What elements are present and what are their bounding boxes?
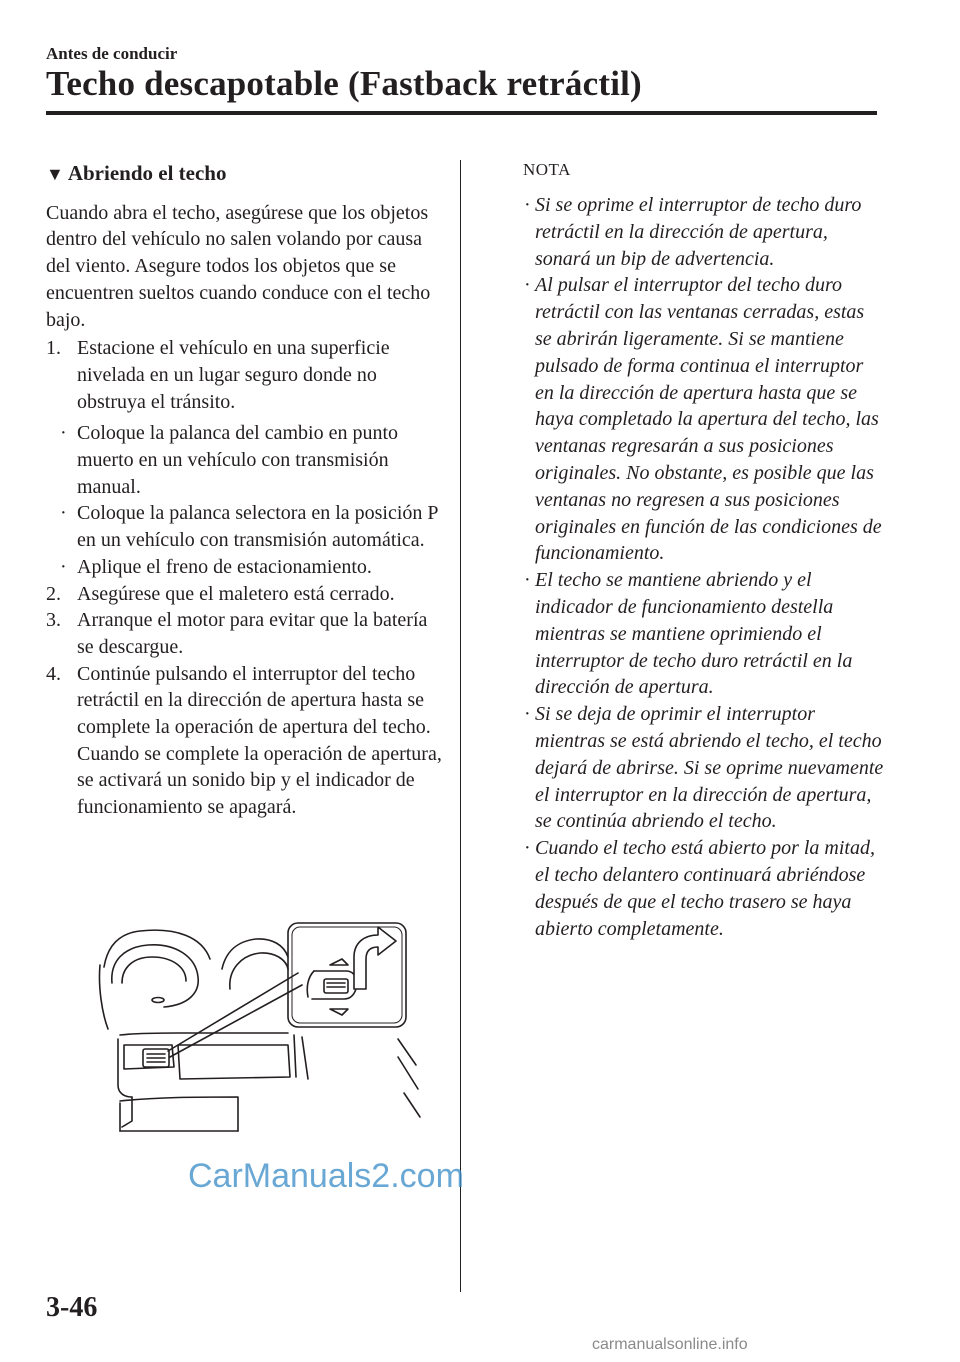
step-number: 3. xyxy=(46,609,61,632)
step-text: Continúe pulsando el interruptor del techo retráctil en la dirección de apertura hasta se complete la operación de apertura del techo. Cuando se complete la operación de apertura, se activará un sonido bip y el indicador de funcionamiento se apagará. xyxy=(77,662,442,819)
section-label: Antes de conducir xyxy=(46,44,178,63)
note-item: · Si se oprime el interruptor de techo duro retráctil en la dirección de apertura, sonará un bip de advertencia. xyxy=(524,194,862,270)
down-triangle-icon: ▼ xyxy=(46,164,64,184)
bullet-item: · Coloque la palanca selectora en la posición P en un vehículo con transmisión automática. xyxy=(60,502,438,552)
note-item: · Al pulsar el interruptor del techo duro retráctil con las ventanas cerradas, estas se abrirán ligeramente. Si se mantiene pulsado de forma continua el interruptor en la dirección de apertura hasta que se haya completado la apertura del techo, las ventanas regresarán a sus posiciones originales. No obstante, es posible que las ventanas no regresen a sus posiciones originales en función de las condiciones de funcionamiento. xyxy=(524,274,882,565)
note-item: · Si se deja de oprimir el interruptor mientras se está abriendo el techo, el techo dejará de abrirse. Si se oprime nuevamente el interruptor en la dirección de apertura, se continúa abriendo el techo. xyxy=(524,703,884,833)
step-text: Arranque el motor para evitar que la batería se descargue. xyxy=(77,609,428,658)
bullet-dot-icon: · xyxy=(524,274,531,297)
bullet-item: · Aplique el freno de estacionamiento. xyxy=(46,554,444,581)
note-list xyxy=(504,192,884,942)
step-text: Asegúrese que el maletero está cerrado. xyxy=(77,582,395,605)
bullet-dot-icon: · xyxy=(60,555,67,578)
note-item: · Cuando el techo está abierto por la mitad, el techo delantero continuará abriéndose después de que el techo trasero se haya abierto completamente. xyxy=(524,837,875,940)
bullet-dot-icon: · xyxy=(524,194,531,216)
step-item xyxy=(46,335,444,415)
bullet-dot-icon: · xyxy=(524,703,531,726)
step-item xyxy=(46,661,444,821)
bullet-dot-icon: · xyxy=(60,502,67,525)
bullet-dot-icon: · xyxy=(524,569,531,592)
page-title: Techo descapotable (Fastback retráctil) xyxy=(46,64,642,103)
bullet-dot-icon: · xyxy=(524,837,531,860)
note-heading: NOTA xyxy=(523,160,571,179)
step-item xyxy=(46,607,444,660)
right-column xyxy=(504,160,884,942)
subheading-text: Abriendo el techo xyxy=(67,161,227,185)
intro-paragraph: Cuando abra el techo, asegúrese que los objetos dentro del vehículo no salen volando por causa del viento. Asegure todos los objetos que se encuentren sueltos cuando conduce con el techo bajo. xyxy=(46,201,431,331)
step-text: Estacione el vehículo en una superficie nivelada en un lugar seguro donde no obstruya el tránsito. xyxy=(77,337,390,413)
step-number: 2. xyxy=(46,582,61,605)
left-column xyxy=(46,160,444,821)
title-rule xyxy=(46,111,877,115)
footer-source-link[interactable]: carmanualsonline.info xyxy=(592,1336,748,1353)
watermark-text: CarManuals2.com xyxy=(188,1157,464,1195)
bullet-dot-icon: · xyxy=(60,422,67,445)
bullet-item: · Coloque la palanca del cambio en punto muerto en un vehículo con transmisión manual. xyxy=(60,422,399,498)
page-number: 3-46 xyxy=(46,1292,98,1323)
subheading xyxy=(46,160,444,188)
dashboard-switch-illustration xyxy=(98,917,428,1137)
step-number: 1. xyxy=(46,337,61,360)
step-item xyxy=(46,581,444,608)
step-number: 4. xyxy=(46,662,61,685)
note-item: · El techo se mantiene abriendo y el indicador de funcionamiento destella mientras se mantiene oprimiendo el interruptor de techo duro retráctil en la dirección de apertura. xyxy=(524,569,853,699)
step-bullets xyxy=(46,420,444,580)
column-divider xyxy=(460,160,461,1292)
